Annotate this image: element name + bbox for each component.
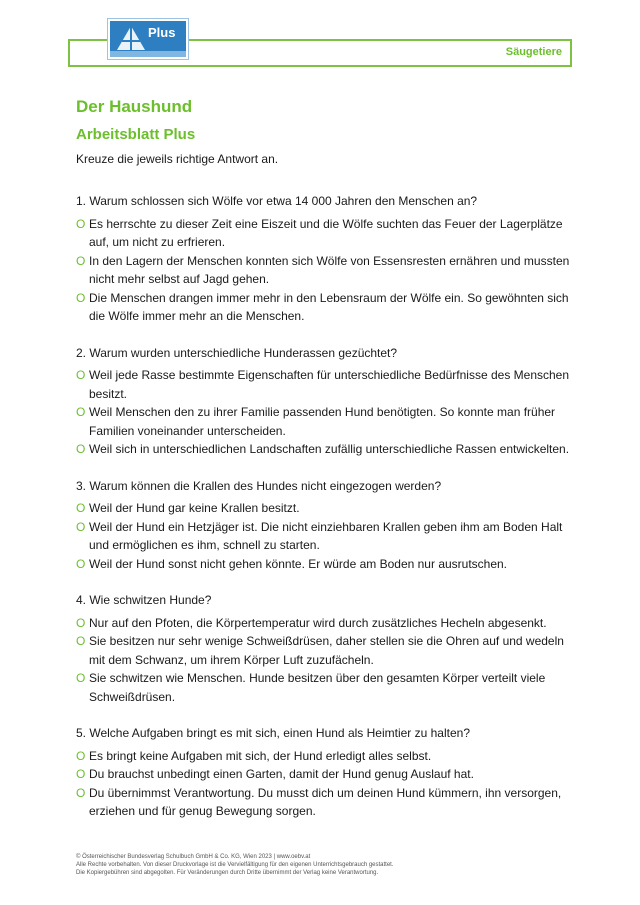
checkbox-circle-icon[interactable]: O — [76, 216, 86, 231]
checkbox-circle-icon[interactable]: O — [76, 290, 86, 305]
question-text: 2. Warum wurden unterschiedliche Hunderassen gezüchtet? — [76, 345, 398, 360]
answer-option[interactable] — [76, 440, 572, 459]
subject-label: Säugetiere — [505, 46, 562, 58]
checkbox-circle-icon[interactable]: O — [76, 368, 86, 382]
question-block — [76, 724, 572, 821]
answer-option[interactable] — [76, 499, 572, 518]
answer-option[interactable] — [76, 614, 572, 633]
checkbox-circle-icon[interactable]: O — [76, 501, 86, 515]
answer-option[interactable] — [76, 632, 572, 669]
logo-bar — [110, 51, 186, 57]
checkbox-circle-icon[interactable]: O — [76, 671, 86, 685]
question-block — [76, 477, 572, 574]
pyramid-logo-icon — [116, 25, 146, 51]
question-block — [76, 192, 572, 326]
answer-option[interactable] — [76, 765, 572, 784]
checkbox-circle-icon[interactable]: O — [76, 748, 86, 763]
answer-text: Sie schwitzen wie Menschen. Hunde besitzen über den gesamten Körper verteilt viele Schweißdrüsen. — [89, 671, 546, 704]
question-list — [76, 192, 572, 839]
answer-text: Du brauchst unbedingt einen Garten, damit der Hund genug Auslauf hat. — [89, 767, 474, 781]
checkbox-circle-icon[interactable]: O — [76, 634, 86, 648]
question-text: 1. Warum schlossen sich Wölfe vor etwa 14 000 Jahren den Menschen an? — [76, 194, 478, 208]
page-subtitle: Arbeitsblatt Plus — [76, 126, 196, 143]
checkbox-circle-icon[interactable]: O — [76, 615, 86, 630]
checkbox-circle-icon[interactable]: O — [76, 519, 86, 534]
answer-text: Weil jede Rasse bestimmte Eigenschaften für unterschiedliche Bedürfnisse des Menschen besitzt. — [89, 368, 570, 401]
answer-text: Weil sich in unterschiedlichen Landschaften zufällig unterschiedliche Rassen entwickelten. — [89, 442, 570, 456]
answer-option[interactable] — [76, 366, 572, 403]
checkbox-circle-icon[interactable]: O — [76, 442, 86, 456]
answer-text: Weil der Hund sonst nicht gehen könnte. Er würde am Boden nur ausrutschen. — [89, 556, 508, 571]
answer-text: Es bringt keine Aufgaben mit sich, der Hund erledigt alles selbst. — [89, 748, 432, 763]
checkbox-circle-icon[interactable]: O — [76, 253, 86, 268]
answer-option[interactable] — [76, 518, 572, 555]
answer-text: Sie besitzen nur sehr wenige Schweißdrüsen, daher stellen sie die Ohren auf und wedeln mit dem Schwanz, um ihrem Körper Luft zuzufächeln. — [89, 634, 564, 667]
copyright-footer — [76, 853, 394, 877]
question-text: 3. Warum können die Krallen des Hundes nicht eingezogen werden? — [76, 478, 442, 493]
checkbox-circle-icon[interactable]: O — [76, 405, 86, 419]
question-block — [76, 591, 572, 706]
answer-text: Weil Menschen den zu ihrer Familie passenden Hund benötigten. So konnte man früher Familien voneinander unterscheiden. — [89, 405, 556, 438]
footer-line: © Österreichischer Bundesverlag Schulbuch GmbH & Co. KG, Wien 2023 | www.oebv.at — [76, 854, 311, 860]
plus-logo — [108, 19, 188, 59]
answer-option[interactable] — [76, 555, 572, 574]
answer-text: In den Lagern der Menschen konnten sich Wölfe von Essensresten ernähren und mussten nicht mehr selbst auf Jagd gehen. — [89, 253, 570, 286]
answer-text: Weil der Hund gar keine Krallen besitzt. — [89, 501, 300, 515]
answer-option[interactable] — [76, 784, 572, 821]
page-title: Der Haushund — [76, 97, 193, 116]
instruction-text: Kreuze die jeweils richtige Antwort an. — [76, 152, 279, 166]
answer-text: Die Menschen drangen immer mehr in den Lebensraum der Wölfe ein. So gewöhnten sich die Wölfe immer mehr an die Menschen. — [89, 290, 569, 323]
question-block — [76, 344, 572, 459]
answer-option[interactable] — [76, 252, 572, 289]
footer-line: Alle Rechte vorbehalten. Von dieser Druckvorlage ist die Vervielfältigung für den eigenen Unterrichtsgebrauch gestattet. — [76, 862, 394, 868]
answer-option[interactable] — [76, 215, 572, 252]
logo-label: Plus — [148, 25, 176, 40]
answer-text: Du übernimmst Verantwortung. Du musst dich um deinen Hund kümmern, ihn versorgen, erziehen und für genug Bewegung sorgen. — [89, 785, 562, 818]
footer-line: Die Kopiergebühren sind abgegolten. Für Veränderungen durch Dritte übernimmt der Verlag keine Verantwortung. — [76, 870, 379, 876]
answer-option[interactable] — [76, 747, 572, 766]
answer-option[interactable] — [76, 403, 572, 440]
question-text: 4. Wie schwitzen Hunde? — [76, 593, 212, 607]
checkbox-circle-icon[interactable]: O — [76, 767, 86, 781]
checkbox-circle-icon[interactable]: O — [76, 785, 86, 800]
answer-option[interactable] — [76, 289, 572, 326]
question-text: 5. Welche Aufgaben bringt es mit sich, einen Hund als Heimtier zu halten? — [76, 726, 470, 740]
checkbox-circle-icon[interactable]: O — [76, 556, 86, 571]
answer-option[interactable] — [76, 669, 572, 706]
answer-text: Weil der Hund ein Hetzjäger ist. Die nicht einziehbaren Krallen geben ihm am Boden Halt und ermöglichen es ihm, schnell zu starten. — [89, 519, 563, 552]
answer-text: Nur auf den Pfoten, die Körpertemperatur wird durch zusätzliches Hecheln abgesenkt. — [89, 615, 547, 630]
answer-text: Es herrschte zu dieser Zeit eine Eiszeit und die Wölfe suchten das Feuer der Lagerplätze auf, um nicht zu erfrieren. — [89, 216, 563, 249]
